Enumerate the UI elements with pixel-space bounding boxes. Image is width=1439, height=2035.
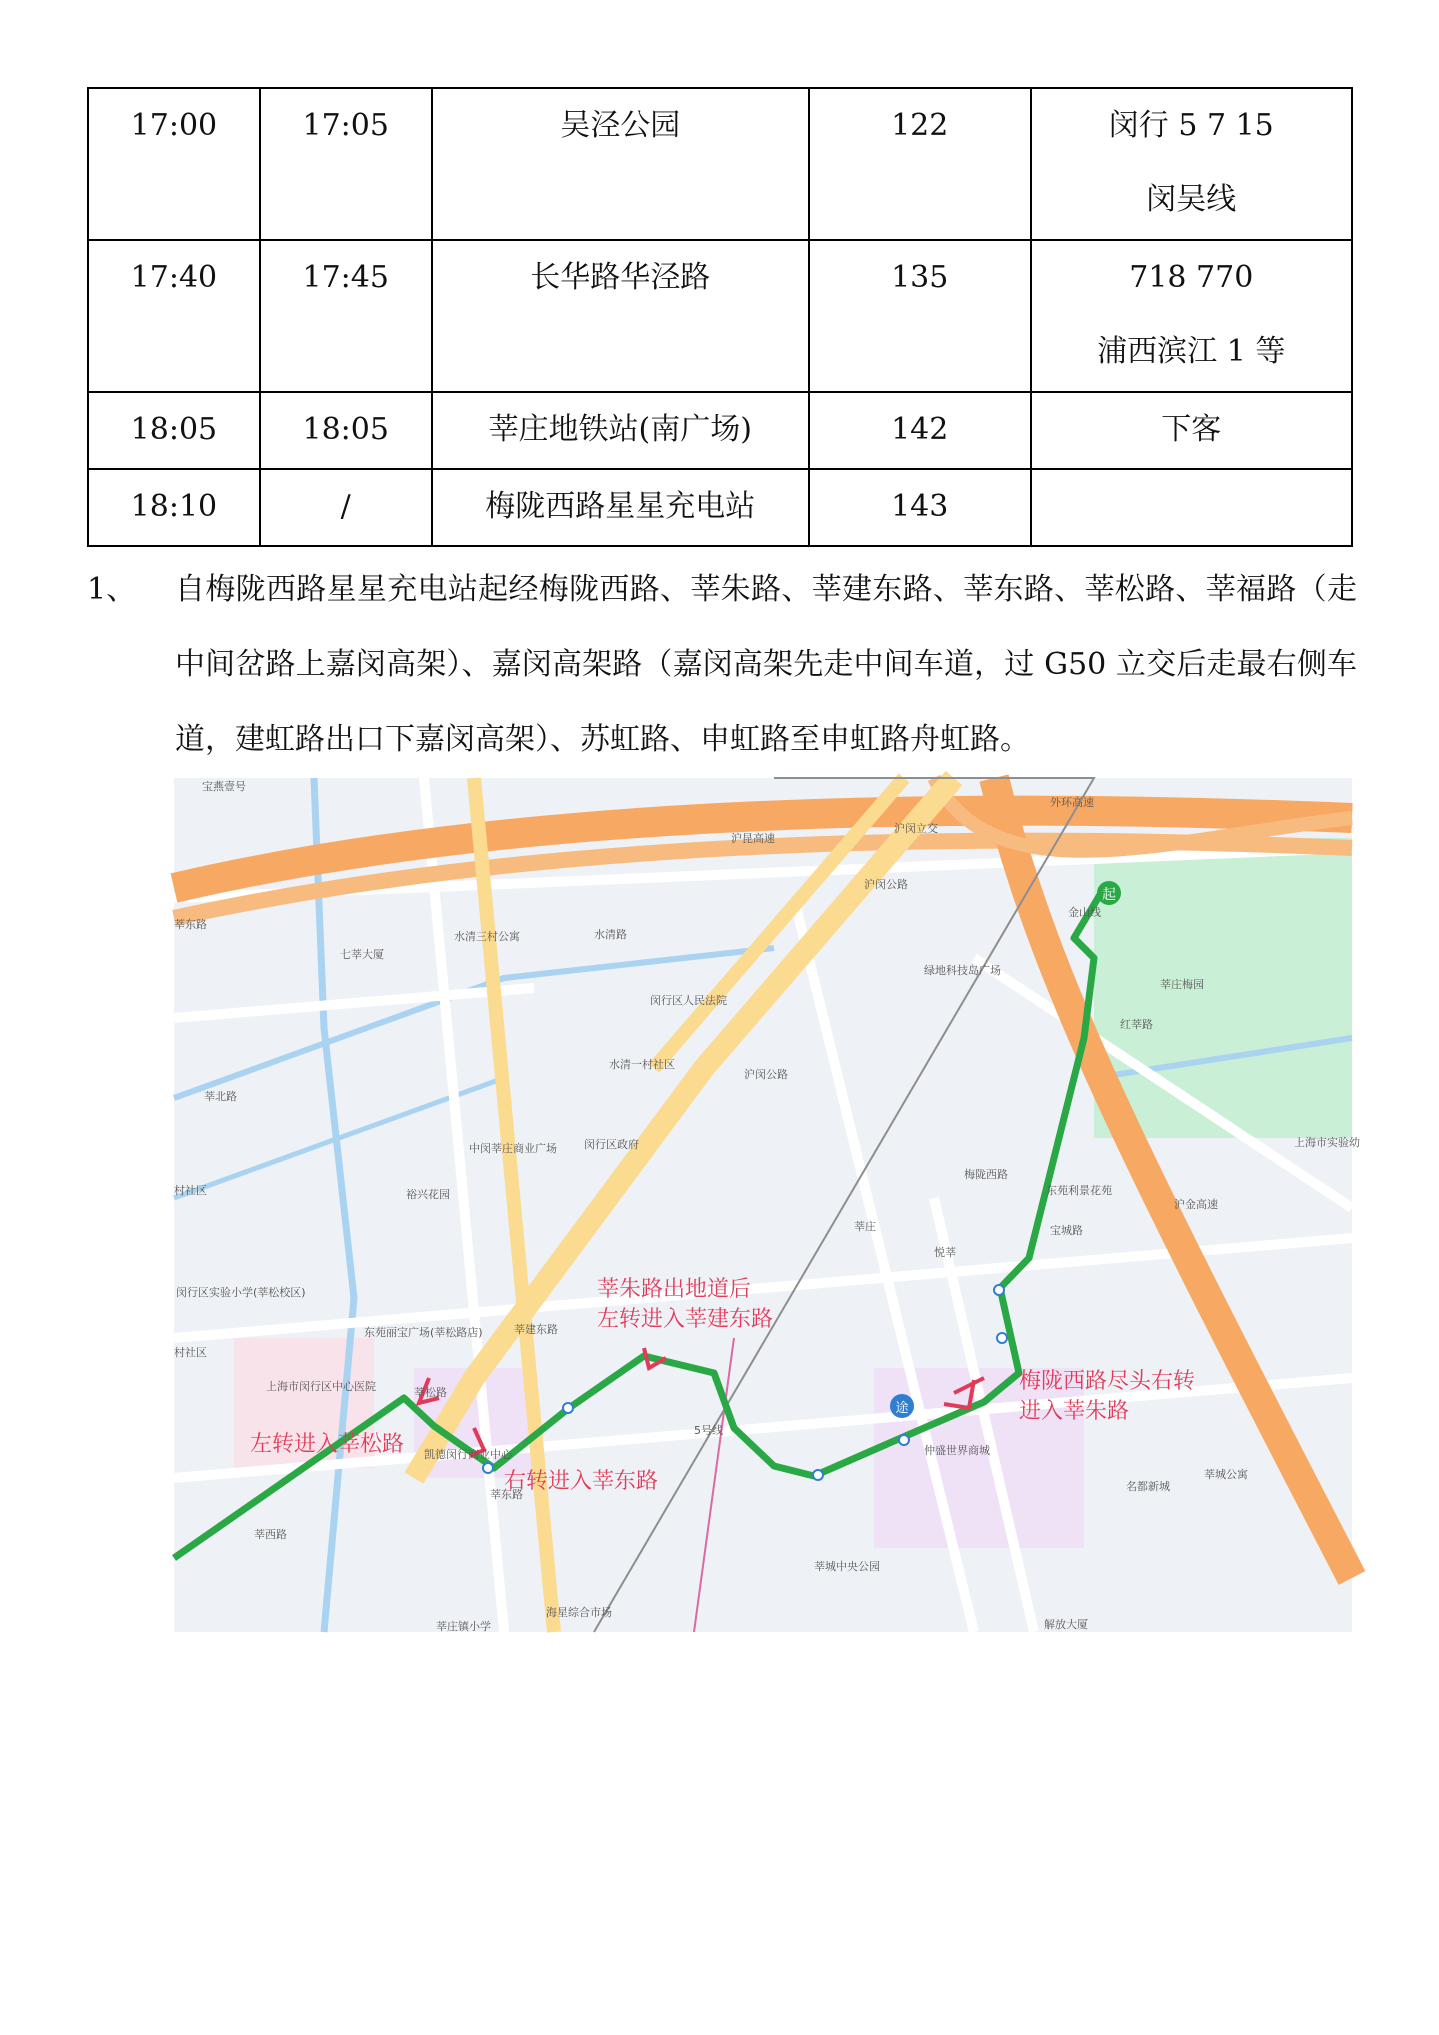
label-kaide: 凯德闵行商业中心 — [424, 1448, 512, 1461]
transfer-cell — [1031, 88, 1352, 240]
label-yuxing: 裕兴花园 — [406, 1188, 450, 1201]
transfer-line-1 — [1032, 470, 1351, 544]
label-dongyuanlibao: 东苑丽宝广场(莘松路店) — [364, 1326, 483, 1339]
label-hongxinlu: 红莘路 — [1120, 1018, 1153, 1031]
label-sheq2: 村社区 — [174, 1346, 207, 1359]
table-row — [88, 240, 1352, 392]
annotation-xinzhu-exit-2: 左转进入莘建东路 — [597, 1307, 774, 1332]
arrive-time: 18:05 — [88, 392, 260, 469]
arrive-time: 17:00 — [88, 88, 260, 240]
label-baocheng: 宝城路 — [1050, 1224, 1083, 1237]
label-xincheng-park: 莘城中央公园 — [814, 1560, 880, 1573]
paragraph-number: 1、 — [87, 572, 137, 607]
transfer-line-1: 闵行 5 7 15 — [1108, 108, 1274, 143]
label-xinzhuangzhen: 莘庄镇小学 — [436, 1620, 491, 1633]
label-jinshan: 金山线 — [1068, 906, 1101, 919]
table-row — [88, 88, 1352, 240]
label-mingdu: 名都新城 — [1126, 1480, 1170, 1493]
label-yiyuan: 上海市闵行区中心医院 — [266, 1380, 376, 1393]
transfer-cell — [1031, 240, 1352, 392]
label-xindong-top: 莘东路 — [174, 918, 207, 931]
label-lvdi: 绿地科技岛广场 — [924, 964, 1001, 977]
label-shuiqing: 水清路 — [594, 928, 627, 941]
paragraph-text: 自梅陇西路星星充电站起经梅陇西路、莘朱路、莘建东路、莘东路、莘松路、莘福路（走中间岔路上嘉闵高架）、嘉闵高架路（嘉闵高架先走中间车道，过 G50 立交后走最右侧车道，建虹路出口下嘉闵高架）、苏虹路、申虹路至申虹路舟虹路。 — [175, 572, 1357, 757]
label-xinxi: 莘西路 — [254, 1528, 287, 1541]
label-zhongsheng: 仲盛世界商城 — [924, 1444, 990, 1457]
annotation-meilong-end: 梅陇西路尽头右转 — [1019, 1369, 1196, 1394]
label-xinzhuangmeiyuan: 莘庄梅园 — [1160, 978, 1204, 991]
label-zhengfu: 闵行区政府 — [584, 1138, 639, 1151]
label-shuiqing3: 水清三村公寓 — [454, 930, 520, 943]
label-xindong: 莘东路 — [490, 1488, 523, 1501]
annotation-right-xindong: 右转进入莘东路 — [504, 1469, 659, 1494]
label-cunshequ: 村社区 — [174, 1184, 207, 1197]
label-qihua: 七莘大厦 — [340, 948, 384, 961]
distance: 122 — [809, 88, 1031, 240]
annotation-left-xinsong: 左转进入莘松路 — [250, 1432, 405, 1457]
label-line5: 5号线 — [694, 1424, 723, 1437]
label-xinchenggongyu: 莘城公寓 — [1204, 1468, 1248, 1481]
annotation-meilong-end-2: 进入莘朱路 — [1019, 1399, 1130, 1424]
distance: 143 — [809, 469, 1031, 546]
label-waihuan: 外环高速 — [1050, 796, 1094, 809]
label-xinzhuang: 莘庄 — [854, 1220, 876, 1233]
label-fayuan: 闵行区人民法院 — [650, 994, 727, 1007]
route-map — [174, 778, 1360, 1633]
transfer-line-2: 闵吴线 — [1146, 182, 1237, 217]
start-marker-label: 起 — [1102, 887, 1116, 903]
label-meilongxilu: 梅陇西路 — [964, 1168, 1008, 1181]
label-shanghaishi: 上海市实验幼 — [1294, 1136, 1360, 1149]
label-huminlijiao: 沪闵立交 — [894, 822, 938, 835]
label-yuemeng: 悦莘 — [934, 1246, 956, 1259]
park-area — [1094, 838, 1352, 1138]
stop-name: 梅陇西路星星充电站 — [432, 469, 809, 546]
label-humin-2: 沪闵公路 — [744, 1068, 788, 1081]
via-marker-label: 途 — [895, 1401, 909, 1416]
label-xinsong: 莘松路 — [414, 1386, 447, 1399]
label-xingjiandong: 莘建东路 — [514, 1323, 558, 1336]
transfer-cell — [1031, 469, 1352, 546]
arrive-time: 17:40 — [88, 240, 260, 392]
arrive-time: 18:10 — [88, 469, 260, 546]
distance: 135 — [809, 240, 1031, 392]
depart-time: / — [260, 469, 432, 546]
label-hukun: 沪昆高速 — [731, 832, 775, 845]
distance: 142 — [809, 392, 1031, 469]
label-zhongmin: 中闵莘庄商业广场 — [469, 1142, 557, 1155]
stop-name: 莘庄地铁站(南广场) — [432, 392, 809, 469]
label-dongyuan: 东苑利景花苑 — [1046, 1184, 1112, 1197]
label-husumin: 沪金高速 — [1174, 1198, 1218, 1211]
label-baojie: 宝燕壹号 — [202, 780, 246, 793]
label-humin: 沪闵公路 — [864, 878, 908, 891]
transfer-cell — [1031, 392, 1352, 469]
depart-time: 17:45 — [260, 240, 432, 392]
label-shuiqing1: 水清一村社区 — [609, 1058, 675, 1071]
depart-time: 18:05 — [260, 392, 432, 469]
schedule-table — [87, 87, 1353, 547]
label-shiyanxiaoxue: 闵行区实验小学(莘松校区) — [176, 1286, 306, 1299]
transfer-line-1: 下客 — [1161, 412, 1222, 447]
map-canvas — [174, 778, 1360, 1633]
depart-time: 17:05 — [260, 88, 432, 240]
annotation-xinzhu-exit: 莘朱路出地道后 — [597, 1277, 752, 1302]
transfer-line-2: 浦西滨江 1 等 — [1097, 334, 1286, 369]
label-haixing: 海星综合市场 — [546, 1606, 612, 1619]
stop-name: 吴泾公园 — [432, 88, 809, 240]
transfer-line-1: 718 770 — [1129, 260, 1254, 295]
table-row — [88, 392, 1352, 469]
table-row — [88, 469, 1352, 546]
stop-name: 长华路华泾路 — [432, 240, 809, 392]
label-jiefang: 解放大厦 — [1044, 1618, 1088, 1631]
label-xinbei: 莘北路 — [204, 1090, 237, 1103]
